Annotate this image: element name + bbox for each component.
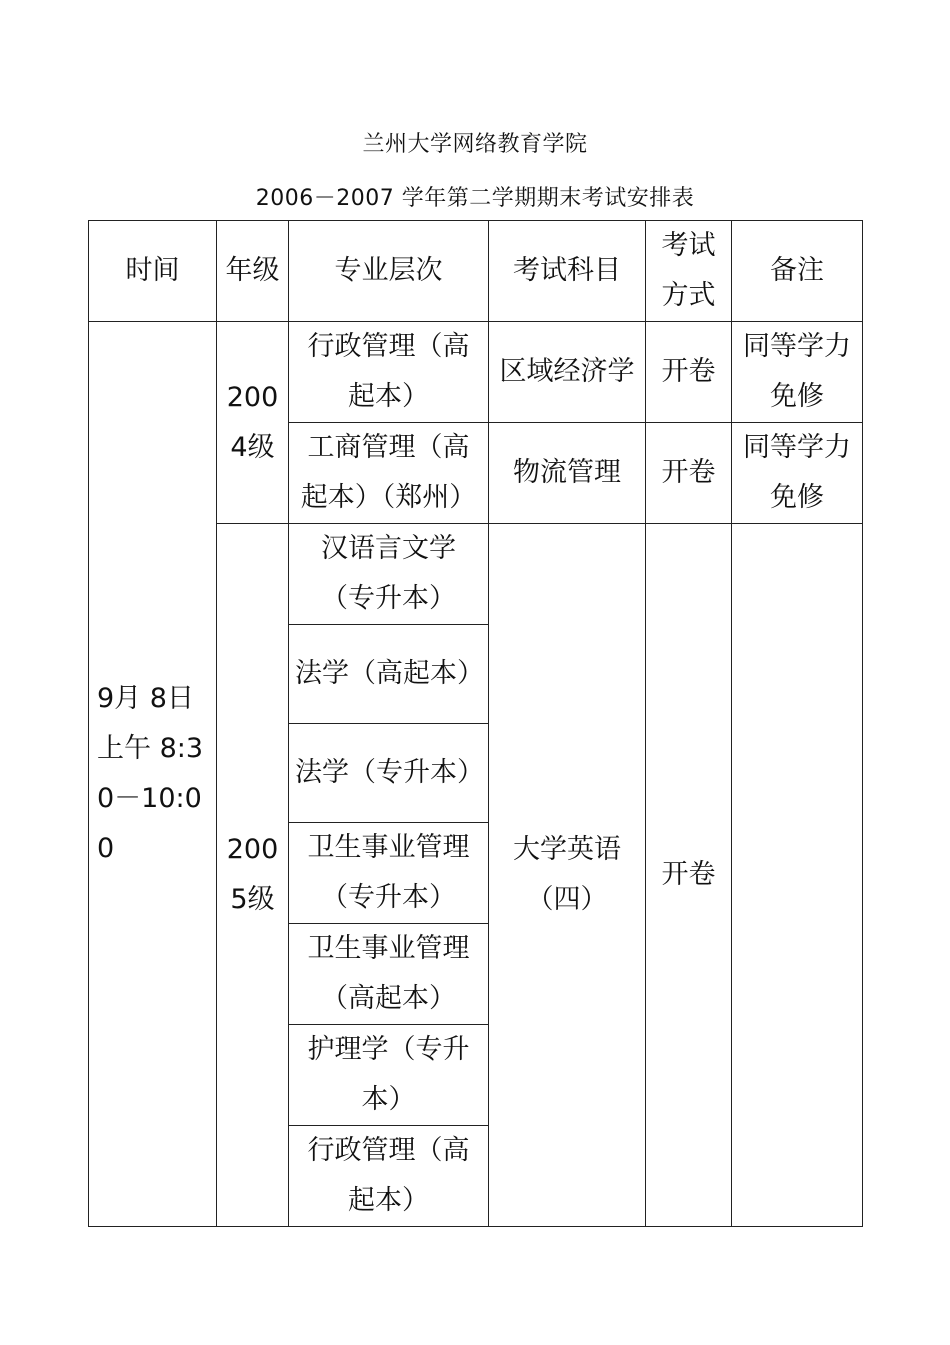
major-cell: 卫生事业管理（高起本）	[289, 924, 489, 1025]
header-row	[89, 221, 863, 322]
exam-schedule-table	[88, 220, 863, 1227]
major-cell: 法学（高起本）	[289, 625, 489, 724]
major-cell: 汉语言文学（专升本）	[289, 524, 489, 625]
grade-2004-cell: 2004级	[217, 322, 289, 524]
header-major: 专业层次	[289, 221, 489, 322]
major-cell: 卫生事业管理（专升本）	[289, 823, 489, 924]
header-grade: 年级	[217, 221, 289, 322]
note-cell: 同等学力免修	[732, 322, 863, 423]
subject-cell: 物流管理	[489, 423, 646, 524]
major-cell: 行政管理（高起本）	[289, 1126, 489, 1227]
major-cell: 法学（专升本）	[289, 724, 489, 823]
major-cell: 行政管理（高起本）	[289, 322, 489, 423]
schedule-title: 2006－2007 学年第二学期期末考试安排表	[255, 186, 695, 211]
method-cell: 开卷	[646, 423, 732, 524]
table-row	[89, 322, 863, 423]
header-method: 考试方式	[646, 221, 732, 322]
subject-english-cell: 大学英语（四）	[489, 524, 646, 1227]
major-cell: 工商管理（高起本）（郑州）	[289, 423, 489, 524]
grade-2005-cell: 2005级	[217, 524, 289, 1227]
header-subject: 考试科目	[489, 221, 646, 322]
time-slot-cell: 9月 8日上午 8:30－10:00	[89, 322, 217, 1227]
method-cell: 开卷	[646, 524, 732, 1227]
method-cell: 开卷	[646, 322, 732, 423]
major-cell: 护理学（专升本）	[289, 1025, 489, 1126]
note-cell: 同等学力免修	[732, 423, 863, 524]
note-cell	[732, 524, 863, 1227]
subject-cell: 区域经济学	[489, 322, 646, 423]
header-note: 备注	[732, 221, 863, 322]
institution-title: 兰州大学网络教育学院	[362, 132, 588, 157]
header-time: 时间	[89, 221, 217, 322]
